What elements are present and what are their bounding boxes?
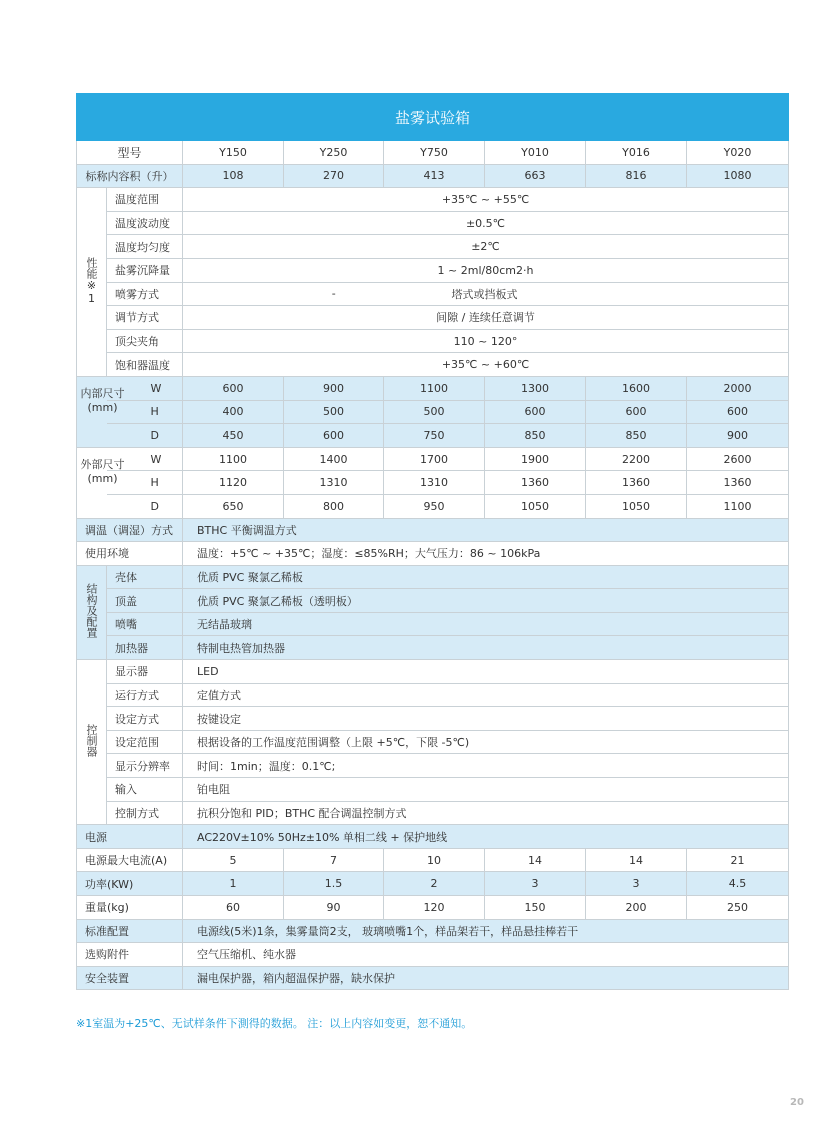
controller-label: 设定范围 <box>107 730 183 754</box>
structure-row <box>77 589 789 613</box>
outer-cell: 1120 <box>183 471 284 495</box>
std-config-label: 标准配置 <box>77 919 183 943</box>
model-cell: Y250 <box>284 141 384 165</box>
controller-value: 定值方式 <box>183 683 789 707</box>
max-current-row <box>77 848 789 872</box>
weight-cell: 150 <box>485 896 586 920</box>
controller-label: 显示分辨率 <box>107 754 183 778</box>
outer-dim <box>80 447 183 485</box>
model-row <box>77 141 789 165</box>
perf-label: 温度波动度 <box>107 211 183 235</box>
footnote: ※1室温为+25℃、无试样条件下測得的数据。 注：以上内容如变更，恕不通知。 <box>76 1017 473 1030</box>
inner-cell: 600 <box>586 400 687 424</box>
std-config-row <box>77 919 789 943</box>
weight-cell: 120 <box>384 896 485 920</box>
perf-label: 温度范围 <box>107 188 183 212</box>
page-number: 20 <box>790 1097 804 1108</box>
perf-value-a: - <box>183 282 485 306</box>
power-kw-cell: 2 <box>384 872 485 896</box>
inner-cell: 850 <box>485 424 586 448</box>
power-kw-cell: 4.5 <box>687 872 789 896</box>
structure-label: 喷嘴 <box>107 612 183 636</box>
max-current-cell: 7 <box>284 848 384 872</box>
outer-row <box>77 494 789 518</box>
inner-cell: 600 <box>687 400 789 424</box>
inner-cell: 600 <box>183 376 284 400</box>
structure-row <box>77 636 789 660</box>
power-kw-cell: 3 <box>485 872 586 896</box>
volume-row <box>77 164 789 188</box>
weight-cell: 90 <box>284 896 384 920</box>
outer-cell: 1360 <box>586 471 687 495</box>
environment-label: 使用环境 <box>77 542 183 566</box>
max-current-cell: 10 <box>384 848 485 872</box>
model-cell: Y010 <box>485 141 586 165</box>
options-value: 空气压缩机、纯水器 <box>183 943 789 967</box>
safety-value: 漏电保护器，箱内超温保护器，缺水保护 <box>183 966 789 990</box>
outer-cell: 1100 <box>687 494 789 518</box>
perf-row <box>77 211 789 235</box>
perf-row <box>77 353 789 377</box>
controller-row <box>77 730 789 754</box>
inner-cell: 900 <box>284 376 384 400</box>
controller-value: 按键设定 <box>183 707 789 731</box>
perf-label: 喷雾方式 <box>107 282 183 306</box>
inner-cell: 450 <box>183 424 284 448</box>
safety-row <box>77 966 789 990</box>
model-cell: Y020 <box>687 141 789 165</box>
outer-cell: 2200 <box>586 447 687 471</box>
inner-dim-text: W <box>150 381 162 395</box>
structure-value: 优质 PVC 聚氯乙稀板（透明板） <box>183 589 789 613</box>
structure-label: 加热器 <box>107 636 183 660</box>
controller-row <box>77 778 789 802</box>
outer-row <box>77 447 789 471</box>
controller-group-label <box>77 660 107 825</box>
performance-group-label <box>77 188 107 377</box>
environment-row <box>77 542 789 566</box>
table-title: 盐雾试验箱 <box>77 94 789 141</box>
power-kw-cell: 1.5 <box>284 872 384 896</box>
volume-cell: 108 <box>183 164 284 188</box>
inner-row <box>77 424 789 448</box>
controller-row <box>77 707 789 731</box>
inner-cell: 600 <box>485 400 586 424</box>
controller-value: 时间：1min；温度：0.1℃; <box>183 754 789 778</box>
outer-cell: 1360 <box>485 471 586 495</box>
perf-row <box>77 258 789 282</box>
weight-row <box>77 896 789 920</box>
perf-value: ±2℃ <box>183 235 789 259</box>
inner-row <box>77 376 789 400</box>
inner-cell: 1100 <box>384 376 485 400</box>
inner-cell: 500 <box>284 400 384 424</box>
controller-value: LED <box>183 660 789 684</box>
power-kw-cell: 1 <box>183 872 284 896</box>
inner-cell: 750 <box>384 424 485 448</box>
inner-dim <box>107 424 183 448</box>
controller-row <box>77 660 789 684</box>
perf-row <box>77 188 789 212</box>
controller-label: 设定方式 <box>107 707 183 731</box>
perf-row <box>77 235 789 259</box>
power-row <box>77 825 789 849</box>
max-current-cell: 14 <box>485 848 586 872</box>
model-cell: Y150 <box>183 141 284 165</box>
controller-row <box>77 683 789 707</box>
max-current-cell: 14 <box>586 848 687 872</box>
perf-value: +35℃ ~ +55℃ <box>183 188 789 212</box>
max-current-label: 电源最大电流(A) <box>77 848 183 872</box>
perf-row <box>77 282 789 306</box>
outer-cell: 1360 <box>687 471 789 495</box>
perf-label: 饱和器温度 <box>107 353 183 377</box>
outer-dim-text: D <box>150 499 159 513</box>
controller-label: 输入 <box>107 778 183 802</box>
volume-cell: 413 <box>384 164 485 188</box>
inner-row <box>77 400 789 424</box>
environment-value: 温度：+5℃ ~ +35℃；湿度：≤85%RH；大气压力：86 ~ 106kPa <box>183 542 789 566</box>
controller-row <box>77 801 789 825</box>
power-kw-label: 功率(KW) <box>77 872 183 896</box>
temp-method-value: BTHC 平衡调温方式 <box>183 518 789 542</box>
model-cell: Y016 <box>586 141 687 165</box>
inner-cell: 850 <box>586 424 687 448</box>
inner-dim-text: H <box>150 405 159 419</box>
inner-cell: 900 <box>687 424 789 448</box>
outer-dim <box>107 494 183 518</box>
weight-cell: 250 <box>687 896 789 920</box>
power-value: AC220V±10% 50Hz±10% 单相二线 + 保护地线 <box>183 825 789 849</box>
inner-cell: 1300 <box>485 376 586 400</box>
controller-value: 抗积分饱和 PID；BTHC 配合调温控制方式 <box>183 801 789 825</box>
structure-value: 特制电热管加热器 <box>183 636 789 660</box>
power-label: 电源 <box>77 825 183 849</box>
outer-cell: 650 <box>183 494 284 518</box>
perf-value-b <box>451 282 789 306</box>
inner-cell: 400 <box>183 400 284 424</box>
controller-value: 根据设备的工作温度范围调整（上限 +5℃，下限 -5℃) <box>183 730 789 754</box>
options-row <box>77 943 789 967</box>
model-cell: Y750 <box>384 141 485 165</box>
perf-label: 顶尖夹角 <box>107 329 183 353</box>
controller-label: 显示器 <box>107 660 183 684</box>
outer-dim-text: W <box>150 452 162 466</box>
outer-cell: 800 <box>284 494 384 518</box>
controller-value: 铂电阻 <box>183 778 789 802</box>
outer-group-text: 外部尺寸 (mm) <box>80 457 125 485</box>
structure-value: 无结晶玻璃 <box>183 612 789 636</box>
perf-label: 温度均匀度 <box>107 235 183 259</box>
perf-label: 盐雾沉降量 <box>107 258 183 282</box>
inner-dim <box>80 376 183 414</box>
perf-value: 间隙 / 连续任意调节 <box>183 306 789 330</box>
weight-cell: 200 <box>586 896 687 920</box>
outer-cell: 1100 <box>183 447 284 471</box>
controller-label: 控制方式 <box>107 801 183 825</box>
inner-cell: 500 <box>384 400 485 424</box>
safety-label: 安全装置 <box>77 966 183 990</box>
max-current-cell: 5 <box>183 848 284 872</box>
inner-cell: 1600 <box>586 376 687 400</box>
volume-cell: 816 <box>586 164 687 188</box>
structure-row <box>77 565 789 589</box>
perf-row <box>77 306 789 330</box>
outer-cell: 2600 <box>687 447 789 471</box>
max-current-cell: 21 <box>687 848 789 872</box>
model-label: 型号 <box>77 141 183 165</box>
power-kw-row <box>77 872 789 896</box>
perf-value: 110 ~ 120° <box>183 329 789 353</box>
structure-label: 壳体 <box>107 565 183 589</box>
weight-cell: 60 <box>183 896 284 920</box>
perf-value: +35℃ ~ +60℃ <box>183 353 789 377</box>
outer-row <box>77 471 789 495</box>
structure-value: 优质 PVC 聚氯乙稀板 <box>183 565 789 589</box>
outer-dim-text: H <box>150 476 159 490</box>
spec-table <box>76 93 789 990</box>
inner-group-text: 内部尺寸 (mm) <box>80 386 125 414</box>
outer-cell: 1050 <box>485 494 586 518</box>
structure-group-text: 结构及配置 <box>85 583 98 639</box>
perf-value: 1 ~ 2ml/80cm2·h <box>183 258 789 282</box>
perf-label: 调节方式 <box>107 306 183 330</box>
performance-group-text: 性能※1 <box>85 256 98 305</box>
outer-cell: 1700 <box>384 447 485 471</box>
outer-cell: 950 <box>384 494 485 518</box>
structure-label: 顶盖 <box>107 589 183 613</box>
outer-cell: 1050 <box>586 494 687 518</box>
temp-method-row <box>77 518 789 542</box>
outer-cell: 1900 <box>485 447 586 471</box>
power-kw-cell: 3 <box>586 872 687 896</box>
structure-group-label <box>77 565 107 659</box>
volume-cell: 1080 <box>687 164 789 188</box>
controller-label: 运行方式 <box>107 683 183 707</box>
inner-cell: 600 <box>284 424 384 448</box>
weight-label: 重量(kg) <box>77 896 183 920</box>
volume-cell: 663 <box>485 164 586 188</box>
outer-cell: 1310 <box>284 471 384 495</box>
std-config-value: 电源线(5米)1条，集雾量筒2支， 玻璃喷嘴1个，样品架若干，样品悬挂棒若干 <box>183 919 789 943</box>
controller-row <box>77 754 789 778</box>
volume-cell: 270 <box>284 164 384 188</box>
inner-cell: 2000 <box>687 376 789 400</box>
inner-dim-text: D <box>150 428 159 442</box>
options-label: 选购附件 <box>77 943 183 967</box>
outer-cell: 1310 <box>384 471 485 495</box>
volume-label: 标称内容积（升） <box>77 164 183 188</box>
perf-value: ±0.5℃ <box>183 211 789 235</box>
temp-method-label: 调温（调湿）方式 <box>77 518 183 542</box>
perf-value-b-text: 塔式或挡板式 <box>451 287 518 301</box>
spec-sheet <box>76 93 788 990</box>
outer-cell: 1400 <box>284 447 384 471</box>
structure-row <box>77 612 789 636</box>
controller-group-text: 控制器 <box>85 724 98 758</box>
perf-row <box>77 329 789 353</box>
